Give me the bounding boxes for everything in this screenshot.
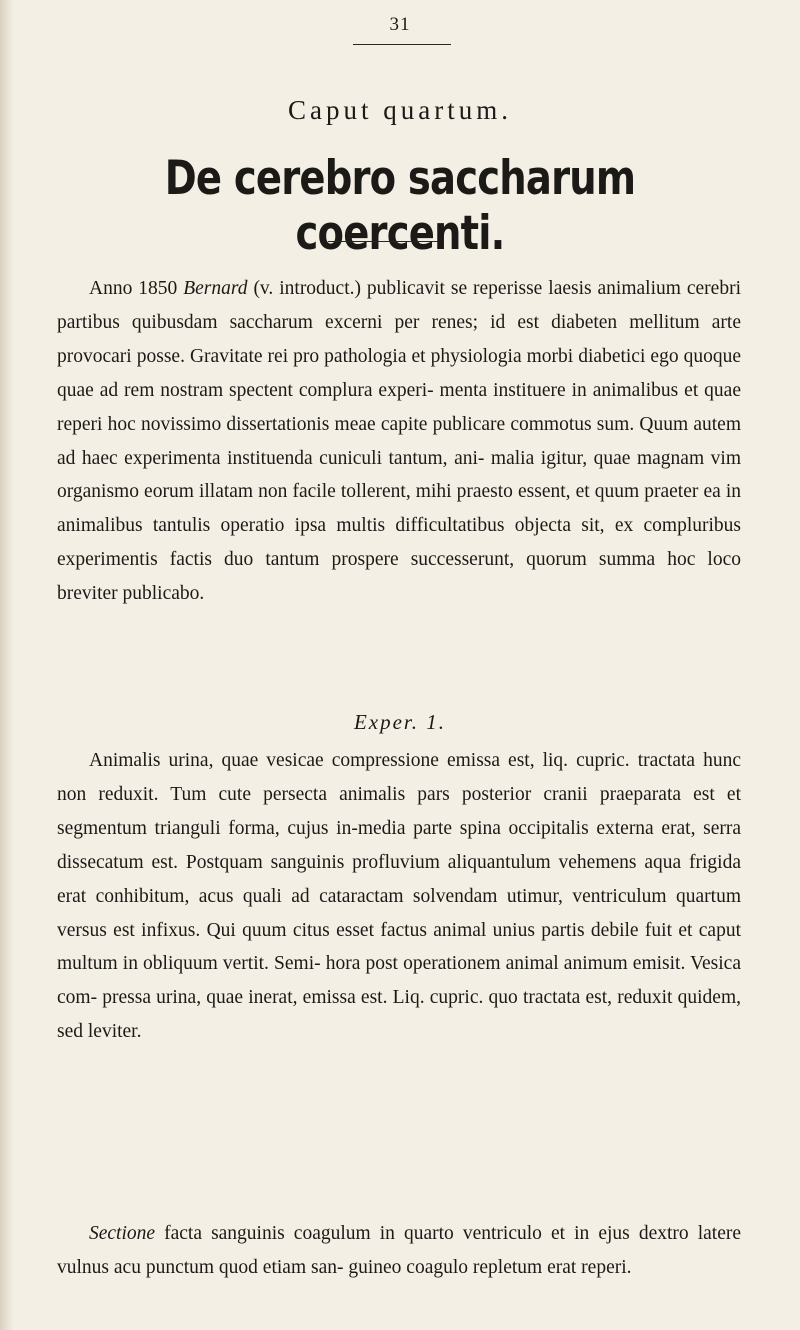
experiment-heading: Exper. 1. [353,710,447,734]
intro-post: (v. introduct.) publicavit se reperisse laesis animalium cerebri partibus quibusdam saccharum excerni per renes; id est diabeten mellitum arte provocari posse. Gravitate rei pro pathologia et physiologia morbi diabetici ego quoque quae ad rem nostram spectent complura experi- menta instituere in animalibus et quae reperi hoc novissimo dissertationis meae capite publicare commotus sum. Quum autem ad haec experimenta instituenda cuniculi tantum, ani- malia igitur, quae magnam vim organismo eorum illatam non facile tollerent, mihi praesto essent, et quum praeter ea in animalibus tantulis operatio ipsa multis difficultatibus objecta sit, ex compluribus experimentis factis duo tantum prospere successerunt, quorum summa hoc loco breviter publicabo. [57,278,741,605]
chapter-title: De cerebro saccharum coercenti. [164,151,636,261]
experiment-text: Animalis urina, quae vesicae compressione emissa est, liq. cupric. tractata hunc non reduxit. Tum cute persecta animalis pars posterior cranii praeparata est et segmentum trianguli forma, cujus in-media parte spina occipitalis externa erat, serra dissecatum est. Postquam sanguinis profluvium aliquantulum vehemens aqua frigida erat conhibitum, acus quali ad cataractam solvendam utimur, ventriculum quartum versus est infixus. Qui quum citus esset factus animal unius partis debile fuit et caput multum in obliquum vertit. Semi- hora post operationem animal animum emisit. Vesica com- pressa urina, quae inerat, emissa est. Liq. cupric. quo tractata est, reduxit quidem, sed leviter. [57,750,741,1043]
page-number-rule [353,44,451,45]
paragraph-sectione [57,1217,741,1285]
chapter-heading: Caput quartum. [288,95,512,125]
author-name: Bernard [183,278,248,299]
paragraph-experiment [57,744,741,1049]
sectione-lead: Sectione [89,1223,156,1244]
title-rule [328,241,438,242]
page-number: 31 [389,14,411,35]
intro-pre: Anno 1850 [89,278,184,299]
paragraph-intro [57,272,741,611]
sectione-text: facta sanguinis coagulum in quarto ventriculo et in ejus dextro latere vulnus acu punctum quod etiam san- guineo coagulo repletum erat reperi. [57,1223,741,1278]
